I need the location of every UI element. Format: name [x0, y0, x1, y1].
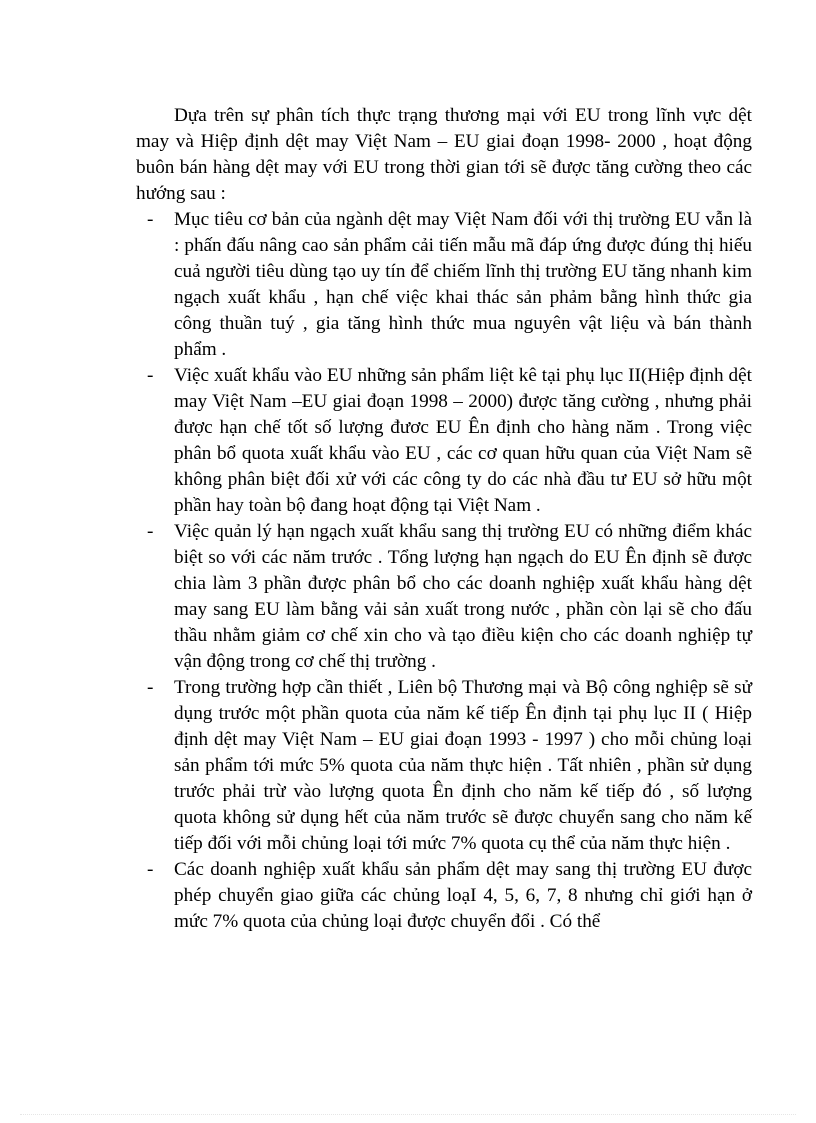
dash-bullet-icon: -: [147, 677, 154, 698]
bullet-text: Các doanh nghiệp xuất khẩu sản phẩm dệt may sang thị trường EU được phép chuyển giao giữa các chủng loạI 4, 5, 6, 7, 8 nhưng chỉ giới hạn ở mức 7% quota của chủng loại được chuyển đổi . Có thể: [174, 859, 752, 932]
bullet-text: Việc xuất khẩu vào EU những sản phẩm liệt kê tại phụ lục II(Hiệp định dệt may Việt Nam –EU giai đoạn 1998 – 2000) được tăng cường , nhưng phải được hạn chế tốt số lượng đươc EU Ên định cho hàng năm . Trong việc phân bổ quota xuất khẩu vào EU , các cơ quan hữu quan của Việt Nam sẽ không phân biệt đối xử với các công ty do các nhà đầu tư EU sở hữu một phần hay toàn bộ đang hoạt động tại Việt Nam .: [174, 365, 752, 516]
bullet-item: [136, 857, 752, 935]
bullet-list: [136, 207, 752, 935]
dash-bullet-icon: -: [147, 859, 154, 880]
intro-paragraph: Dựa trên sự phân tích thực trạng thương mại với EU trong lĩnh vực dệt may và Hiệp định dệt may Việt Nam – EU giai đoạn 1998- 2000 , hoạt động buôn bán hàng dệt may với EU trong thời gian tới sẽ được tăng cường theo các hướng sau :: [136, 105, 752, 204]
page-bottom-divider: [20, 1114, 796, 1115]
dash-bullet-icon: -: [147, 365, 154, 386]
bullet-text: Việc quản lý hạn ngạch xuất khẩu sang thị trường EU có những điểm khác biệt so với các năm trước . Tổng lượng hạn ngạch do EU Ên định sẽ được chia làm 3 phần được phân bổ cho các doanh nghiệp xuất khẩu hàng dệt may sang EU làm bằng vải sản xuất trong nước , phần còn lại sẽ cho đấu thầu nhằm giảm cơ chế xin cho và tạo điều kiện cho các doanh nghiệp tự vận động trong cơ chế thị trường .: [174, 521, 752, 672]
bullet-item: [136, 207, 752, 363]
bullet-item: [136, 519, 752, 675]
bullet-text: Trong trường hợp cần thiết , Liên bộ Thương mại và Bộ công nghiệp sẽ sử dụng trước một phần quota của năm kế tiếp Ên định tại phụ lục II ( Hiệp định dệt may Việt Nam – EU giai đoạn 1993 - 1997 ) cho mỗi chủng loại sản phẩm tới mức 5% quota của năm thực hiện . Tất nhiên , phần sử dụng trước phải trừ vào lượng quota Ên định cho năm kế tiếp đó , số lượng quota không sử dụng hết của năm trước sẽ được chuyển sang cho năm kế tiếp đối với mỗi chủng loại tới mức 7% quota cụ thể của năm thực hiện .: [174, 677, 752, 854]
document-body: [136, 103, 752, 935]
bullet-item: [136, 675, 752, 857]
dash-bullet-icon: -: [147, 209, 154, 230]
bullet-item: [136, 363, 752, 519]
bullet-text: Mục tiêu cơ bản của ngành dệt may Việt Nam đối với thị trường EU vẫn là : phấn đấu nâng cao sản phẩm cải tiến mẫu mã đáp ứng được đúng thị hiếu cuả người tiêu dùng tạo uy tín để chiếm lĩnh thị trường EU tăng nhanh kim ngạch xuất khẩu , hạn chế việc khai thác sản phảm bằng hình thức gia công thuần tuý , gia tăng hình thức mua nguyên vật liệu và bán thành phẩm .: [174, 209, 752, 360]
dash-bullet-icon: -: [147, 521, 154, 542]
